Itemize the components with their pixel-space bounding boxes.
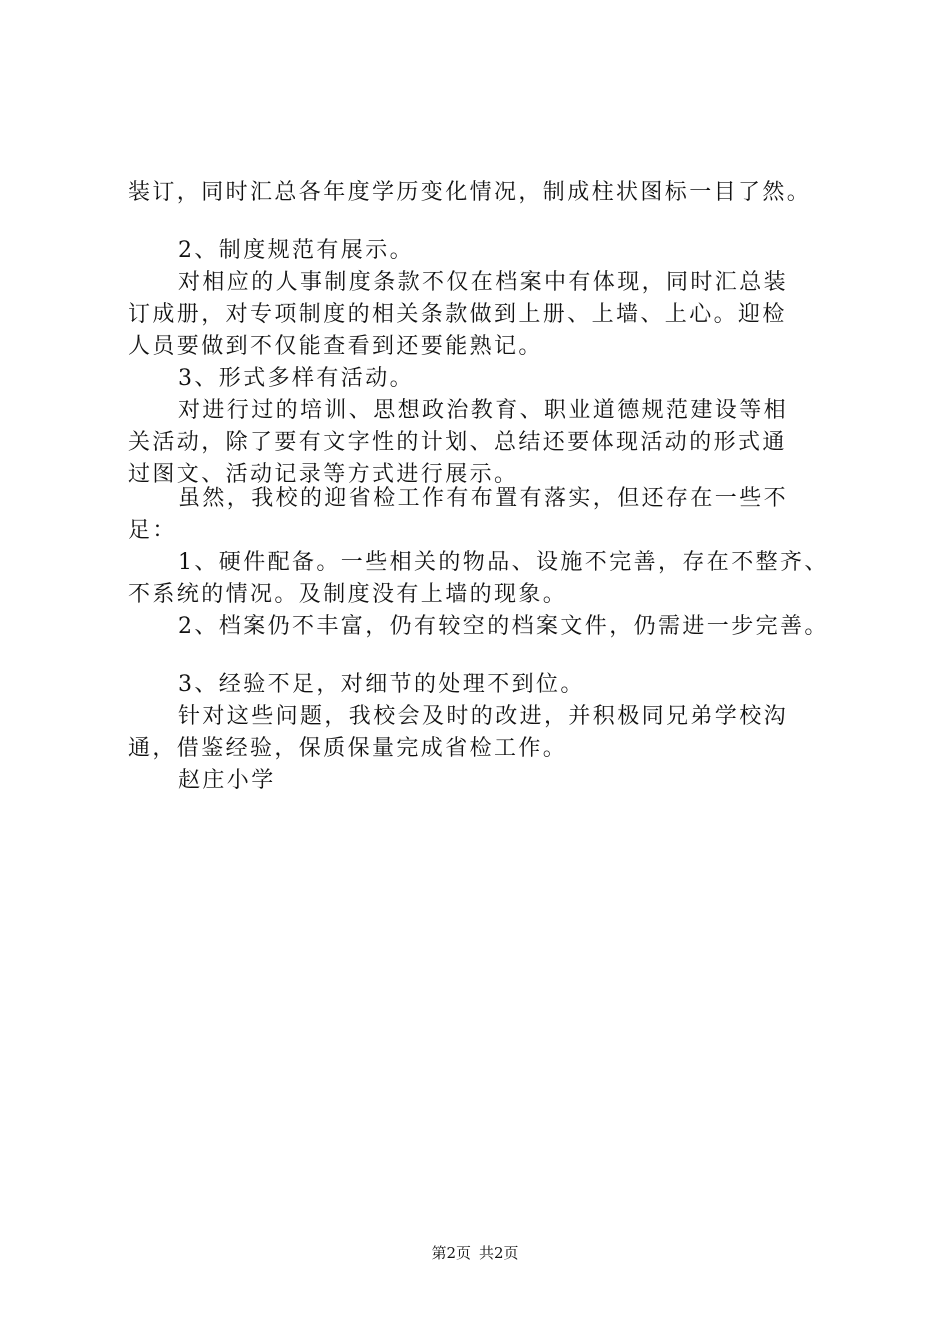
paragraph-line: 订成册，对专项制度的相关条款做到上册、上墙、上心。迎检 [128, 302, 787, 327]
paragraph-line: 对进行过的培训、思想政治教育、职业道德规范建设等相 [178, 398, 789, 423]
section-heading: 3、形式多样有活动。 [178, 366, 414, 391]
section-heading: 2、制度规范有展示。 [178, 238, 414, 263]
paragraph-line: 关活动，除了要有文字性的计划、总结还要体现活动的形式通 [128, 430, 787, 455]
paragraph-line: 足： [128, 518, 177, 543]
paragraph-line: 对相应的人事制度条款不仅在档案中有体现，同时汇总装 [178, 270, 789, 295]
paragraph-line: 针对这些问题，我校会及时的改进，并积极同兄弟学校沟 [178, 704, 789, 729]
page-total: 共2页 [479, 1244, 519, 1262]
list-item: 1、硬件配备。一些相关的物品、设施不完善，存在不整齐、 [178, 550, 829, 575]
page-footer [0, 1243, 950, 1263]
list-item: 2、档案仍不丰富，仍有较空的档案文件，仍需进一步完善。 [178, 614, 829, 639]
signature: 赵庄小学 [178, 768, 276, 793]
paragraph-line: 不系统的情况。及制度没有上墙的现象。 [128, 582, 568, 607]
paragraph-line: 通，借鉴经验，保质保量完成省检工作。 [128, 736, 568, 761]
paragraph-line: 过图文、活动记录等方式进行展示。 [128, 462, 519, 487]
page-number: 第2页 [431, 1244, 471, 1262]
paragraph-line: 装订，同时汇总各年度学历变化情况，制成柱状图标一目了然。 [128, 180, 812, 205]
list-item: 3、经验不足，对细节的处理不到位。 [178, 672, 585, 697]
paragraph-line: 虽然，我校的迎省检工作有布置有落实，但还存在一些不 [178, 486, 789, 511]
paragraph-line: 人员要做到不仅能查看到还要能熟记。 [128, 334, 543, 359]
